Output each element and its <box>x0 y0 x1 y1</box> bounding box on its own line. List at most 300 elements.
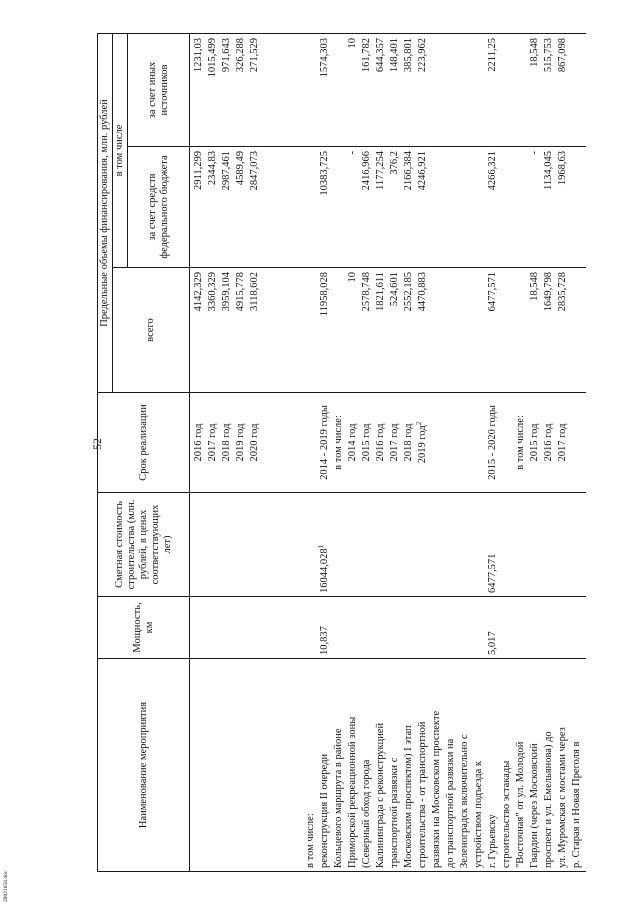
period-cell-text: 2015 - 2020 годы <box>487 405 498 480</box>
federal-cell-text: 376,2 <box>389 151 400 175</box>
capacity-cell <box>458 600 472 655</box>
header-period: Срок реализации <box>98 393 190 493</box>
capacity-cell <box>556 600 570 655</box>
name-line <box>416 662 430 868</box>
federal-cell <box>444 151 458 264</box>
name-line <box>500 662 514 868</box>
capacity-cell <box>402 600 416 655</box>
name-line <box>444 662 458 868</box>
cost-cell-footnote: 1 <box>317 544 325 549</box>
period-cell-text: 2014 - 2019 годы <box>319 405 330 480</box>
name-line <box>262 662 276 868</box>
other-cell-text: 10 <box>347 37 358 49</box>
total-cell-text: 2578,748 <box>361 272 372 312</box>
cost-cell <box>444 496 458 593</box>
other-cell <box>346 38 360 143</box>
period-cell <box>388 396 402 489</box>
other-cell-text: 1231,03 <box>193 37 204 73</box>
capacity-cell <box>416 600 430 655</box>
period-cell <box>192 396 206 489</box>
period-cell <box>304 396 318 489</box>
other-cell <box>248 38 262 143</box>
period-cell-text: 2017 год <box>207 423 218 462</box>
federal-cell-text: 1177,254 <box>375 151 386 190</box>
other-cell <box>486 38 500 143</box>
name-line-text: реконструкция II очереди <box>319 753 330 868</box>
period-cell-text: 2017 год <box>389 423 400 462</box>
capacity-cell <box>486 600 500 655</box>
cost-cell <box>486 496 500 593</box>
federal-cell <box>472 151 486 264</box>
period-cell <box>500 396 514 489</box>
federal-cell-text: - <box>347 151 358 155</box>
federal-cell <box>276 151 290 264</box>
capacity-cell-text: 10,837 <box>319 626 330 655</box>
cost-cell <box>290 496 304 593</box>
period-cell <box>458 396 472 489</box>
capacity-cell <box>500 600 514 655</box>
period-cell-text: 2018 год <box>403 423 414 462</box>
period-cell <box>472 396 486 489</box>
federal-cell <box>430 151 444 264</box>
federal-cell <box>528 151 542 264</box>
federal-cell-text: - <box>529 151 540 155</box>
period-cell <box>486 396 500 489</box>
other-cell <box>234 38 248 143</box>
cost-cell <box>416 496 430 593</box>
period-cell-footnote: 2 <box>415 421 423 426</box>
total-cell <box>500 272 514 389</box>
name-line-text: р. Старая и Новая Преголя в <box>571 741 582 868</box>
total-cell <box>402 272 416 389</box>
capacity-cell <box>514 600 528 655</box>
federal-cell <box>332 151 346 264</box>
capacity-cell <box>304 600 318 655</box>
period-cell-text: 2018 год <box>221 423 232 462</box>
name-line-text: "Восточная" от ул. Молодой <box>515 741 526 868</box>
period-cell <box>234 396 248 489</box>
period-cell <box>248 396 262 489</box>
cost-cell <box>360 496 374 593</box>
name-line-text: Кольцевого маршрута в районе <box>333 728 344 868</box>
cost-cell <box>500 496 514 593</box>
federal-cell-text: 2911,299 <box>193 151 204 190</box>
total-cell <box>486 272 500 389</box>
total-cell <box>248 272 262 389</box>
federal-cell <box>248 151 262 264</box>
other-cell <box>220 38 234 143</box>
period-cell <box>528 396 542 489</box>
name-line-text: ул. Муромская с мостами через <box>557 727 568 868</box>
total-cell <box>528 272 542 389</box>
other-cell-text: 515,753 <box>543 37 554 73</box>
name-line <box>472 662 486 868</box>
other-cell-text: 1015,499 <box>207 37 218 78</box>
capacity-cell <box>360 600 374 655</box>
total-cell <box>542 272 556 389</box>
other-cell-text: 1574,303 <box>319 37 330 78</box>
name-line <box>458 662 472 868</box>
total-cell-text: 10 <box>347 272 358 283</box>
period-cell <box>262 396 276 489</box>
period-cell <box>416 396 430 489</box>
other-cell <box>262 38 276 143</box>
total-cell-text: 3959,104 <box>221 272 232 312</box>
name-line <box>332 662 346 868</box>
federal-cell <box>206 151 220 264</box>
document-id: 20021058.doc <box>3 870 9 902</box>
header-including: в том числе <box>113 33 128 267</box>
total-cell-text: 1821,611 <box>375 272 386 311</box>
total-cell <box>374 272 388 389</box>
period-cell <box>346 396 360 489</box>
total-cell <box>514 272 528 389</box>
name-line <box>514 662 528 868</box>
other-cell <box>318 38 332 143</box>
name-line <box>206 662 220 868</box>
federal-cell <box>374 151 388 264</box>
other-cell <box>360 38 374 143</box>
cost-cell <box>374 496 388 593</box>
other-cell <box>514 38 528 143</box>
period-cell <box>402 396 416 489</box>
period-cell <box>444 396 458 489</box>
name-line <box>542 662 556 868</box>
name-line <box>304 662 318 868</box>
federal-cell <box>500 151 514 264</box>
federal-cell <box>388 151 402 264</box>
name-line-text: Зеленоградск включительно с <box>459 734 470 868</box>
cost-cell <box>234 496 248 593</box>
federal-cell-text: 2166,384 <box>403 151 414 191</box>
total-cell-text: 1649,798 <box>543 272 554 312</box>
period-cell-text: в том числе: <box>333 415 344 470</box>
other-cell <box>444 38 458 143</box>
other-cell-text: 18,548 <box>529 37 540 67</box>
federal-cell <box>220 151 234 264</box>
other-cell <box>290 38 304 143</box>
cost-cell <box>248 496 262 593</box>
other-cell-text: 148,401 <box>389 37 400 73</box>
capacity-cell <box>374 600 388 655</box>
cost-cell <box>206 496 220 593</box>
header-federal: за счет средств федерального бюджета <box>128 147 190 268</box>
name-line <box>374 662 388 868</box>
period-column <box>190 393 587 493</box>
capacity-cell <box>542 600 556 655</box>
name-line <box>234 662 248 868</box>
capacity-cell <box>234 600 248 655</box>
name-line <box>570 662 584 868</box>
table-body-row <box>190 33 587 871</box>
period-cell <box>542 396 556 489</box>
federal-cell-text: 2987,461 <box>221 151 232 191</box>
federal-cell <box>458 151 472 264</box>
total-cell <box>472 272 486 389</box>
other-cell <box>192 38 206 143</box>
total-cell <box>416 272 430 389</box>
cost-cell <box>514 496 528 593</box>
federal-cell <box>192 151 206 264</box>
name-line <box>318 662 332 868</box>
cost-cell <box>262 496 276 593</box>
federal-column <box>190 147 587 268</box>
total-cell-text: 4470,883 <box>417 272 428 312</box>
period-cell <box>374 396 388 489</box>
name-line <box>248 662 262 868</box>
name-line-text: Московским проспектом) I этап <box>403 725 414 868</box>
federal-cell <box>318 151 332 264</box>
capacity-cell <box>192 600 206 655</box>
period-cell <box>360 396 374 489</box>
total-cell <box>360 272 374 389</box>
other-cell <box>388 38 402 143</box>
capacity-cell <box>444 600 458 655</box>
cost-cell-text: 6477,571 <box>487 553 498 593</box>
cost-cell <box>304 496 318 593</box>
name-line-text: (Северный обход города <box>361 759 372 868</box>
name-line <box>430 662 444 868</box>
cost-cell <box>528 496 542 593</box>
total-cell-text: 3118,602 <box>249 272 260 311</box>
total-cell-text: 18,548 <box>529 272 540 301</box>
period-cell-text: 2016 год <box>375 423 386 462</box>
period-cell-text: 2014 год <box>347 423 358 462</box>
name-line-text: транспортной развязки с <box>389 757 400 868</box>
cost-cell <box>346 496 360 593</box>
name-line <box>486 662 500 868</box>
federal-cell <box>402 151 416 264</box>
federal-cell <box>290 151 304 264</box>
name-column <box>190 659 587 872</box>
total-cell <box>332 272 346 389</box>
name-line <box>528 662 542 868</box>
cost-cell <box>220 496 234 593</box>
cost-cell <box>318 496 332 593</box>
header-name: Наименование мероприятия <box>98 659 190 872</box>
federal-cell <box>304 151 318 264</box>
total-cell <box>430 272 444 389</box>
other-cell <box>402 38 416 143</box>
period-cell <box>206 396 220 489</box>
capacity-cell <box>332 600 346 655</box>
capacity-cell <box>430 600 444 655</box>
total-cell-text: 11958,028 <box>319 272 330 317</box>
period-cell-text: 2015 год <box>361 423 372 462</box>
period-cell <box>220 396 234 489</box>
total-cell <box>206 272 220 389</box>
federal-cell <box>542 151 556 264</box>
financing-table <box>97 33 586 872</box>
capacity-column <box>190 597 587 659</box>
federal-cell <box>234 151 248 264</box>
other-cell <box>304 38 318 143</box>
cost-cell <box>402 496 416 593</box>
other-cell <box>374 38 388 143</box>
total-cell <box>318 272 332 389</box>
capacity-cell <box>290 600 304 655</box>
capacity-cell <box>388 600 402 655</box>
name-line <box>360 662 374 868</box>
other-cell-text: 223,962 <box>417 37 428 73</box>
federal-cell-text: 1134,045 <box>543 151 554 190</box>
total-cell-text: 524,601 <box>389 272 400 307</box>
name-line-text: до транспортной развязки на <box>445 738 456 868</box>
federal-cell-text: 2416,966 <box>361 151 372 191</box>
header-total: всего <box>113 268 190 393</box>
period-cell-text: 2017 год <box>557 423 568 462</box>
name-line-text: строительства - от транспортной <box>417 721 428 868</box>
period-cell-text: в том числе: <box>515 415 526 470</box>
period-cell <box>556 396 570 489</box>
federal-cell-text: 1968,63 <box>557 151 568 186</box>
other-cell <box>528 38 542 143</box>
name-line-text: строительство эстакады <box>501 760 512 868</box>
other-cell-text: 161,782 <box>361 37 372 73</box>
capacity-cell <box>346 600 360 655</box>
federal-cell <box>360 151 374 264</box>
other-cell-text: 326,288 <box>235 37 246 73</box>
name-line-text: г. Гурьевску <box>487 814 498 868</box>
total-cell-text: 2835,728 <box>557 272 568 312</box>
total-cell <box>458 272 472 389</box>
capacity-cell <box>220 600 234 655</box>
cost-cell <box>542 496 556 593</box>
federal-cell-text: 4246,921 <box>417 151 428 191</box>
total-cell <box>262 272 276 389</box>
name-line <box>290 662 304 868</box>
period-cell-text: 2016 год <box>543 423 554 462</box>
federal-cell <box>416 151 430 264</box>
federal-cell-text: 10383,725 <box>319 151 330 196</box>
period-cell-text: 2019 год <box>235 423 246 462</box>
cost-cell <box>276 496 290 593</box>
other-column <box>190 33 587 146</box>
federal-cell-text: 2344,83 <box>207 151 218 186</box>
name-line <box>388 662 402 868</box>
federal-cell <box>346 151 360 264</box>
other-cell <box>458 38 472 143</box>
header-volumes: Предельные объемы финансирования, млн. рублей <box>98 33 113 392</box>
capacity-cell <box>206 600 220 655</box>
other-cell <box>556 38 570 143</box>
federal-cell-text: 4266,321 <box>487 151 498 191</box>
period-cell <box>514 396 528 489</box>
total-cell <box>234 272 248 389</box>
total-cell <box>556 272 570 389</box>
total-cell <box>290 272 304 389</box>
page-number: 52 <box>90 438 104 450</box>
capacity-cell <box>318 600 332 655</box>
cost-cell <box>458 496 472 593</box>
total-cell <box>304 272 318 389</box>
period-cell <box>318 396 332 489</box>
cost-column <box>190 493 587 597</box>
other-cell-text: 867,098 <box>557 37 568 73</box>
name-line-text: в том числе: <box>305 813 316 868</box>
total-cell <box>220 272 234 389</box>
other-cell <box>332 38 346 143</box>
total-cell <box>346 272 360 389</box>
capacity-cell <box>262 600 276 655</box>
period-cell-text: 2015 год <box>529 423 540 462</box>
capacity-cell <box>276 600 290 655</box>
other-cell-text: 271,529 <box>249 37 260 73</box>
federal-cell <box>486 151 500 264</box>
total-cell <box>192 272 206 389</box>
name-line-text: проспект и ул. Емельянова) до <box>543 731 554 868</box>
name-line <box>192 662 206 868</box>
total-cell-text: 2552,185 <box>403 272 414 312</box>
total-cell-text: 4142,329 <box>193 272 204 312</box>
cost-cell-text: 16044,028 <box>319 548 330 593</box>
period-cell <box>290 396 304 489</box>
federal-cell <box>514 151 528 264</box>
rotated-table-sheet <box>97 34 607 872</box>
federal-cell-text: 4589,49 <box>235 151 246 186</box>
name-line-text: Гвардии (через Московский <box>529 743 540 868</box>
period-cell <box>430 396 444 489</box>
other-cell <box>206 38 220 143</box>
header-capacity: Мощность, км <box>98 597 190 659</box>
other-cell <box>542 38 556 143</box>
other-cell <box>430 38 444 143</box>
other-cell <box>472 38 486 143</box>
cost-cell <box>430 496 444 593</box>
period-cell-text: 2019 год <box>417 425 428 464</box>
period-cell-text: 2020 год <box>249 423 260 462</box>
capacity-cell <box>528 600 542 655</box>
period-cell <box>332 396 346 489</box>
total-cell <box>276 272 290 389</box>
other-cell <box>416 38 430 143</box>
total-cell <box>444 272 458 389</box>
federal-cell <box>556 151 570 264</box>
name-line <box>402 662 416 868</box>
other-cell-text: 385,801 <box>403 37 414 73</box>
name-line-text: Калининграда с реконструкцией <box>375 722 386 868</box>
capacity-cell <box>248 600 262 655</box>
capacity-cell <box>472 600 486 655</box>
cost-cell <box>388 496 402 593</box>
period-cell <box>276 396 290 489</box>
other-cell-text: 971,643 <box>221 37 232 73</box>
name-line <box>346 662 360 868</box>
cost-cell <box>472 496 486 593</box>
name-line-text: Приморской рекреационной зоны <box>347 716 358 868</box>
total-cell-text: 6477,571 <box>487 272 498 312</box>
cost-cell <box>556 496 570 593</box>
other-cell-text: 2211,25 <box>487 37 498 72</box>
cost-cell <box>192 496 206 593</box>
name-line-text: устройством подъезда к <box>473 760 484 868</box>
name-line <box>276 662 290 868</box>
cost-cell <box>332 496 346 593</box>
other-cell <box>500 38 514 143</box>
name-line <box>556 662 570 868</box>
federal-cell-text: 2847,073 <box>249 151 260 191</box>
other-cell <box>276 38 290 143</box>
total-cell-text: 4915,778 <box>235 272 246 312</box>
other-cell-text: 644,357 <box>375 37 386 73</box>
header-cost: Сметная стоимость строительства (млн. рублей, в ценах соответствующих лет) <box>98 493 190 597</box>
name-line-text: развязки на Московском проспекте <box>431 710 442 868</box>
header-other: за счет иных источников <box>128 33 190 146</box>
federal-cell <box>262 151 276 264</box>
total-column <box>190 268 587 393</box>
total-cell <box>388 272 402 389</box>
total-cell-text: 3360,329 <box>207 272 218 312</box>
